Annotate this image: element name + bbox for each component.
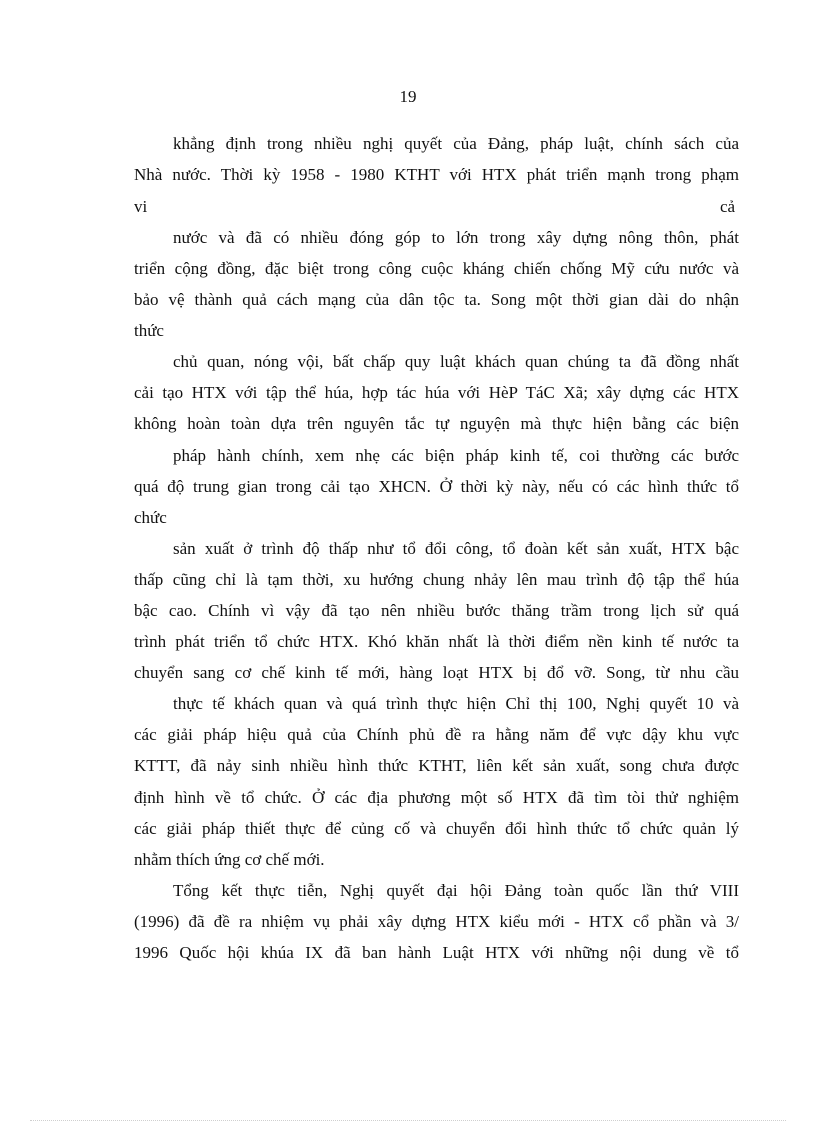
text-line-1: khẳng định trong nhiều nghị quyết của Đảng, pháp luật, chính sách của: [173, 134, 739, 153]
footer-divider: [30, 1120, 786, 1121]
text-line-18: trình phát triển tổ chức HTX. Khó khăn nhất là thời điểm nền kinh tế nước ta: [134, 632, 739, 651]
text-line-12: pháp hành chính, xem nhẹ các biện pháp kinh tế, coi thường các bước: [173, 446, 739, 465]
text-line-3: vi: [134, 197, 148, 216]
text-line-20: thực tế khách quan và quá trình thực hiện Chỉ thị 100, Nghị quyết 10 và: [173, 694, 739, 713]
text-line-5: nước và đã có nhiều đóng góp to lớn trong xây dựng nông thôn, phát: [173, 228, 739, 247]
text-line-16: thấp cũng chỉ là tạm thời, xu hướng chung nhảy lên mau trình độ tập thể húa: [134, 570, 739, 589]
text-line-22: KTTT, đã nảy sinh nhiều hình thức KTHT, liên kết sản xuất, song chưa được: [134, 756, 739, 775]
text-line-25: nhằm thích ứng cơ chế mới.: [134, 850, 325, 869]
text-line-13: quá độ trung gian trong cải tạo XHCN. Ở thời kỳ này, nếu có các hình thức tổ: [134, 477, 739, 496]
text-line-15: sản xuất ở trình độ thấp như tổ đổi công, tổ đoàn kết sản xuất, HTX bậc: [173, 539, 739, 558]
text-line-19: chuyển sang cơ chế kinh tế mới, hàng loạt HTX bị đổ vỡ. Song, từ nhu cầu: [134, 663, 739, 682]
text-line-7: bảo vệ thành quả cách mạng của dân tộc ta. Song một thời gian dài do nhận: [134, 290, 739, 309]
text-line-27: (1996) đã đề ra nhiệm vụ phải xây dựng HTX kiểu mới - HTX cổ phần và 3/: [134, 912, 739, 931]
text-line-10: cải tạo HTX với tập thể húa, hợp tác húa với HèP TáC Xã; xây dựng các HTX: [134, 383, 739, 402]
text-line-28: 1996 Quốc hội khúa IX đã ban hành Luật HTX với những nội dung về tổ: [134, 943, 739, 962]
text-line-23: định hình về tổ chức. Ở các địa phương một số HTX đã tìm tòi thử nghiệm: [134, 788, 739, 807]
text-line-21: các giải pháp hiệu quả của Chính phủ đề ra hằng năm để vực dậy khu vực: [134, 725, 739, 744]
text-line-11: không hoàn toàn dựa trên nguyên tắc tự nguyện mà thực hiện bằng các biện: [134, 414, 739, 433]
text-line-17: bậc cao. Chính vì vậy đã tạo nên nhiều bước thăng trầm trong lịch sử quá: [134, 601, 739, 620]
text-line-9: chủ quan, nóng vội, bất chấp quy luật khách quan chúng ta đã đồng nhất: [173, 352, 739, 371]
text-line-6: triển cộng đồng, đặc biệt trong công cuộc kháng chiến chống Mỹ cứu nước và: [134, 259, 739, 278]
text-line-14: chức: [134, 508, 167, 527]
text-line-26: Tổng kết thực tiễn, Nghị quyết đại hội Đảng toàn quốc lần thứ VIII: [173, 881, 739, 900]
text-line-24: các giải pháp thiết thực để củng cố và chuyển đổi hình thức tổ chức quản lý: [134, 819, 739, 838]
text-line-8: thức: [134, 321, 164, 340]
page-number: 19: [399, 87, 417, 106]
text-line-2: Nhà nước. Thời kỳ 1958 - 1980 KTHT với HTX phát triển mạnh trong phạm: [134, 165, 739, 184]
text-line-4: cả: [720, 197, 736, 216]
